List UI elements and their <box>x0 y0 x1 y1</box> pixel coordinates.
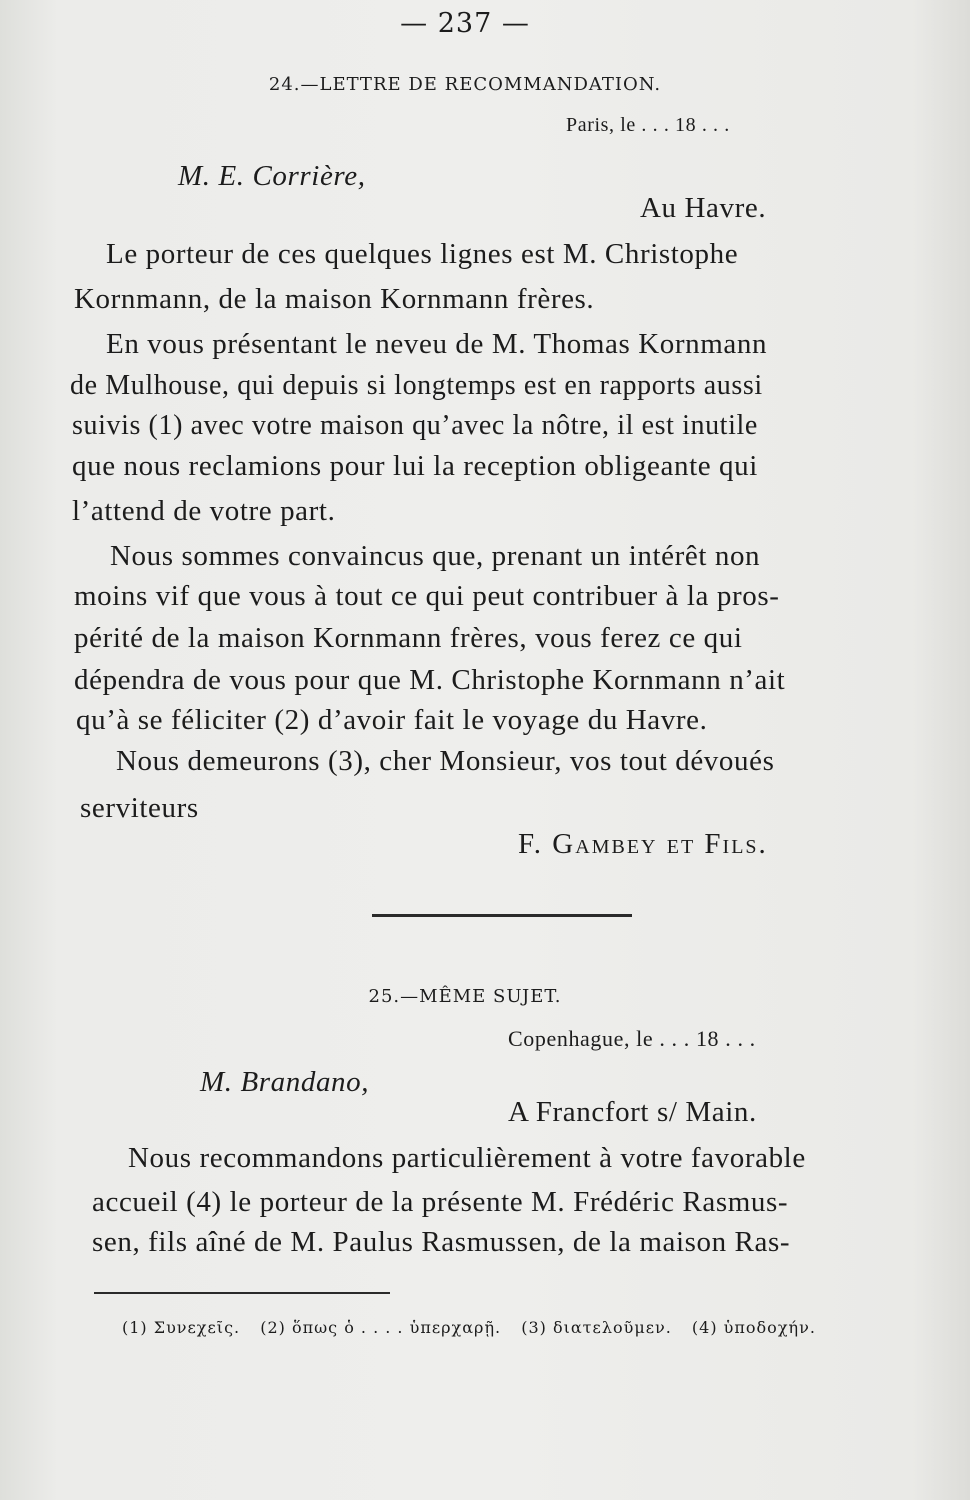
letter1-line-5: suivis (1) avec votre maison qu’avec la nôtre, il est inutile <box>72 410 758 441</box>
letter1-line-2: Kornmann, de la maison Kornmann frères. <box>74 283 595 315</box>
letter1-line-6: que nous reclamions pour lui la reception obligeante qui <box>72 450 758 482</box>
letter1-heading: 24.—LETTRE DE RECOMMANDATION. <box>268 74 662 95</box>
letter2-heading: 25.—MÊME SUJET. <box>368 986 562 1007</box>
letter1-line-8: Nous sommes convaincus que, prenant un intérêt non <box>110 540 761 572</box>
footnote-4: (4) ὑποδοχήν. <box>691 1318 816 1337</box>
letter1-addressee: M. E. Corrière, <box>178 160 366 192</box>
letter1-signature: F. Gambey et Fils. <box>518 828 768 860</box>
letter2-addressee: M. Brandano, <box>200 1066 370 1098</box>
letter2-line-2: accueil (4) le porteur de la présente M. Frédéric Rasmus- <box>92 1186 789 1218</box>
letter1-location: Au Havre. <box>640 192 767 224</box>
letter1-line-10: périté de la maison Kornmann frères, vous ferez ce qui <box>74 622 743 654</box>
section-separator <box>372 914 632 917</box>
footnote-1: (1) Συνεχεῖς. <box>122 1318 241 1337</box>
letter2-location: A Francfort s/ Main. <box>508 1096 757 1128</box>
letter1-line-1: Le porteur de ces quelques lignes est M. Christophe <box>106 238 739 270</box>
letter1-line-7: l’attend de votre part. <box>72 495 336 527</box>
footnote-2: (2) ὅπως ὁ . . . . ὑπερχαρῇ. <box>260 1318 502 1337</box>
letter1-line-12: qu’à se féliciter (2) d’avoir fait le voyage du Havre. <box>76 704 708 736</box>
letter1-line-3: En vous présentant le neveu de M. Thomas Kornmann <box>106 328 768 360</box>
letter1-line-9: moins vif que vous à tout ce qui peut contribuer à la pros- <box>74 580 780 612</box>
letter1-line-13: Nous demeurons (3), cher Monsieur, vos tout dévoués <box>116 745 775 777</box>
letter1-line-11: dépendra de vous pour que M. Christophe Kornmann n’ait <box>74 664 786 696</box>
footnotes <box>122 1318 830 1337</box>
footnote-rule <box>94 1292 390 1294</box>
letter1-line-14: serviteurs <box>80 792 199 824</box>
letter2-place-date: Copenhague, le . . . 18 . . . <box>508 1026 756 1051</box>
letter2-line-3: sen, fils aîné de M. Paulus Rasmussen, de la maison Ras- <box>92 1226 791 1258</box>
letter2-line-1: Nous recommandons particulièrement à votre favorable <box>128 1142 806 1174</box>
page-number: — 237 — <box>400 8 530 39</box>
letter1-line-4: de Mulhouse, qui depuis si longtemps est en rapports aussi <box>70 370 763 401</box>
letter1-place-date: Paris, le . . . 18 . . . <box>566 114 730 136</box>
footnote-3: (3) διατελοῦμεν. <box>521 1318 672 1337</box>
